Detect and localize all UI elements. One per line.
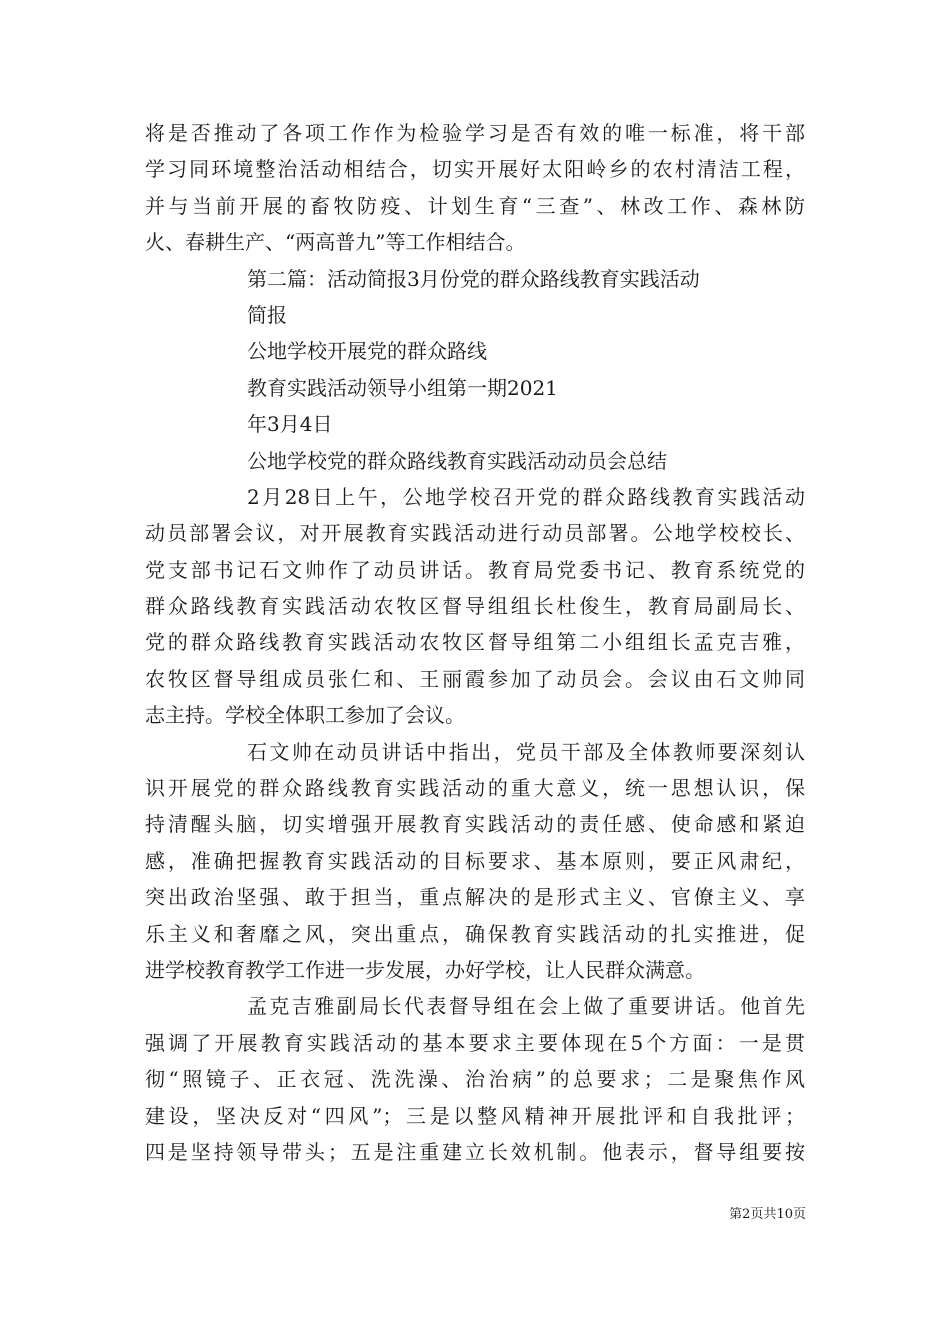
document-body (145, 115, 805, 1170)
text-line: 将是否推动了各项工作作为检验学习是否有效的唯一标准，将干部 (145, 121, 805, 145)
section-heading-line: 教育实践活动领导小组第一期2021 (247, 375, 558, 400)
text-line: 火、春耕生产、“两高普九”等工作相结合。 (145, 230, 526, 255)
text-line: 进学校教育教学工作进一步发展，办好学校，让人民群众满意。 (145, 957, 705, 982)
text-line: 党支部书记石文帅作了动员讲话。教育局党委书记、教育系统党的 (145, 557, 805, 582)
text-line: 突出政治坚强、敢于担当，重点解决的是形式主义、官僚主义、享 (145, 885, 805, 910)
text-line: 识开展党的群众路线教育实践活动的重大意义，统一思想认识，保 (145, 776, 805, 801)
text-line: 党的群众路线教育实践活动农牧区督导组第二小组组长孟克吉雅， (145, 630, 805, 655)
text-line: 四是坚持领导带头；五是注重建立长效机制。他表示，督导组要按 (145, 1139, 805, 1164)
text-line: 强调了开展教育实践活动的基本要求主要体现在5个方面：一是贯 (145, 1030, 805, 1055)
text-line: 建设，坚决反对“四风”；三是以整风精神开展批评和自我批评； (145, 1103, 805, 1128)
section-heading-line: 第二篇：活动简报3月份党的群众路线教育实践活动 (247, 266, 700, 291)
text-line: 志主持。学校全体职工参加了会议。 (145, 703, 465, 728)
text-line: 学习同环境整治活动相结合，切实开展好太阳岭乡的农村清洁工程， (145, 157, 805, 182)
text-line: 动员部署会议，对开展教育实践活动进行动员部署。公地学校校长、 (145, 521, 805, 546)
text-line: 并与当前开展的畜牧防疫、计划生育“三查”、林改工作、森林防 (145, 193, 805, 218)
section-heading-line: 年3月4日 (247, 412, 333, 437)
text-line: 石文帅在动员讲话中指出，党员干部及全体教师要深刻认 (247, 739, 805, 764)
section-heading-line: 公地学校开展党的群众路线 (247, 339, 487, 364)
text-line: 乐主义和奢靡之风，突出重点，确保教育实践活动的扎实推进，促 (145, 921, 805, 946)
text-line: 持清醒头脑，切实增强开展教育实践活动的责任感、使命感和紧迫 (145, 812, 805, 837)
text-line: 群众路线教育实践活动农牧区督导组组长杜俊生，教育局副局长、 (145, 594, 805, 619)
text-line: 2月28日上午，公地学校召开党的群众路线教育实践活动 (247, 484, 805, 509)
text-line: 彻“照镜子、正衣冠、洗洗澡、治治病”的总要求；二是聚焦作风 (145, 1067, 805, 1092)
text-line: 农牧区督导组成员张仁和、王丽霞参加了动员会。会议由石文帅同 (145, 666, 805, 691)
text-line: 孟克吉雅副局长代表督导组在会上做了重要讲话。他首先 (247, 994, 805, 1019)
page-number-footer: 第2页共10页 (729, 1207, 806, 1222)
section-heading-line: 公地学校党的群众路线教育实践活动动员会总结 (247, 448, 667, 473)
text-line: 感，准确把握教育实践活动的目标要求、基本原则，要正风肃纪， (145, 848, 805, 873)
section-heading-line: 简报 (247, 302, 287, 327)
